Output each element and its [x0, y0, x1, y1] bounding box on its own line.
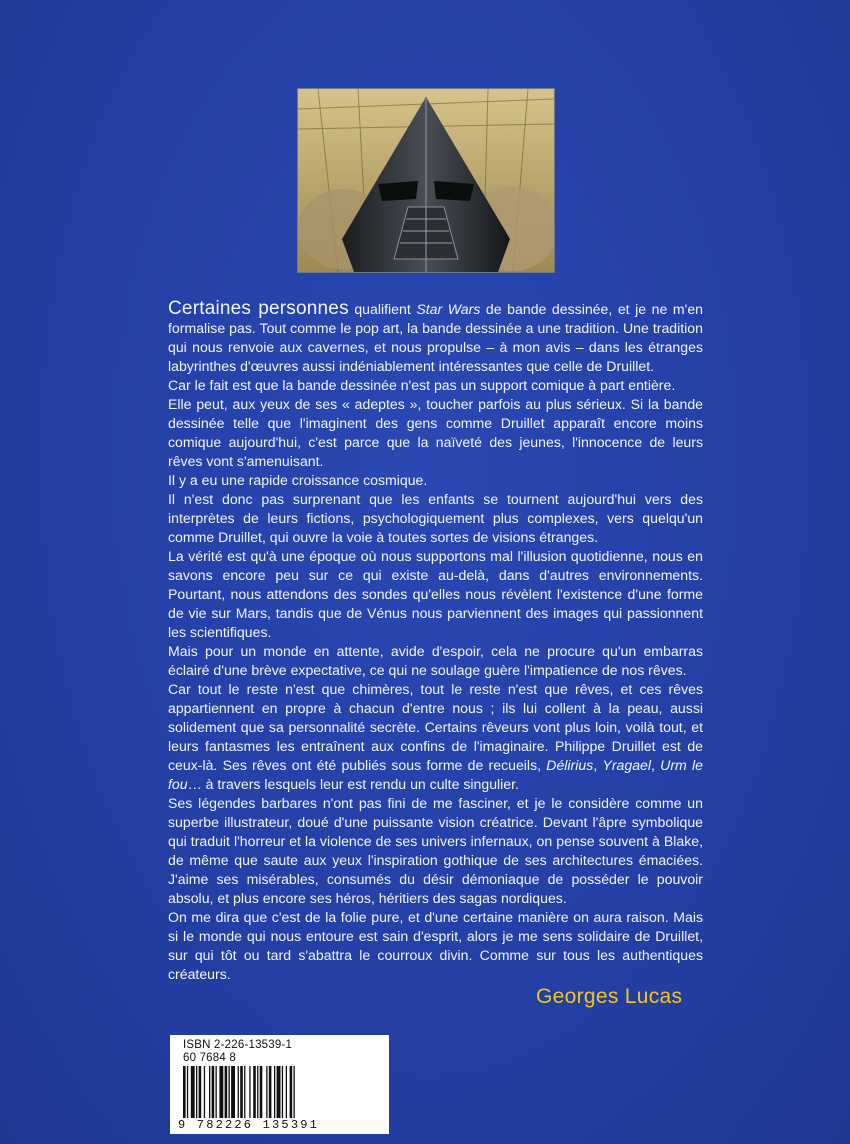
paragraph: La vérité est qu'à une époque où nous supportons mal l'illusion quotidienne, nous en savons encore peu sur ce qui existe au-delà, dans d'autres environnements. Pourtant, nous attendons des sondes qu'elles nous révèlent l'existence d'une forme de vie sur Mars, tandis que de Vénus nous parviennent des images qui passionnent les scientifiques.: [168, 548, 703, 640]
paragraph: Il y a eu une rapide croissance cosmique.: [168, 472, 428, 488]
paragraph: Mais pour un monde en attente, avide d'espoir, cela ne procure qu'un embarras éclairé d'une brève expectative, ce qui ne soulage guère l'impatience de nos rêves.: [168, 643, 703, 678]
product-code: 60 7684 8: [183, 1052, 236, 1064]
ean-digits: 9 782226 135391: [178, 1118, 320, 1132]
isbn-number: ISBN 2-226-13539-1: [183, 1039, 293, 1051]
paragraph: Elle peut, aux yeux de ses « adeptes », toucher parfois au plus sérieux. Si la bande dessinée telle que l'imaginent des gens comme Druillet apparaît encore moins comique aujourd'hui, c'est parce que la naïveté des jeunes, l'innocence de leurs rêves vont s'amenuisant.: [168, 396, 703, 469]
paragraph: Car tout le reste n'est que chimères, tout le reste n'est que rêves, et ces rêves appartiennent en propre à chacun d'entre nous ; ils lui collent à la peau, aussi solidement que sa personnalité secrète. Certains rêveurs vont plus loin, voilà tout, et leurs fantasmes les entraînent aux confins de l'imaginaire. Philippe Druillet est de ceux-là. Ses rêves ont été publiés sous forme de recueils, Délirius, Yragael, Urm le fou… à travers lesquels leur est rendu un culte singulier.: [168, 681, 703, 792]
barcode-bars: [183, 1066, 379, 1118]
title-urm-le-fou: Urm le fou: [168, 757, 703, 792]
paragraph: On me dira que c'est de la folie pure, et d'une certaine manière on aura raison. Mais si le monde qui nous entoure est sain d'esprit, alors je me sens solidaire de Druillet, sur qui tôt ou tard s'abattra le courroux divin. Comme sur tous les authentiques créateurs.: [168, 909, 703, 982]
preface-text: [168, 299, 703, 984]
paragraph: Certaines personnes qualifient Star Wars de bande dessinée, et je ne m'en formalise pas. Tout comme le pop art, la bande dessinée a une tradition. Une tradition qui nous renvoie aux cavernes, et nous propulse – à mon avis – dans les étranges labyrinthes d'œuvres aussi indéniablement intéressantes que celle de Druillet.: [168, 298, 704, 374]
paragraph: Il n'est donc pas surprenant que les enfants se tournent aujourd'hui vers des interprètes de leurs fictions, psychologiquement plus complexes, vers quelqu'un comme Druillet, qui ouvre la voie à toutes sortes de visions étranges.: [168, 491, 703, 545]
paragraph: Car le fait est que la bande dessinée n'est pas un support comique à part entière.: [168, 377, 676, 393]
paragraph: Ses légendes barbares n'ont pas fini de me fasciner, et je le considère comme un superbe illustrateur, doué d'une puissante vision créatrice. Devant l'âpre symbolique qui traduit l'horreur et la violence de ses univers infernaux, on pense souvent à Blake, de même que saute aux yeux l'inspiration gothique de ses architectures émaciées. J'aime ses misérables, consumés du désir démoniaque de posséder le pouvoir absolu, et plus encore ses héros, héritiers des sagas nordiques.: [168, 795, 703, 906]
barcode-label: [170, 1035, 389, 1134]
lead-words: Certaines personnes: [168, 298, 349, 319]
title-delirius: Délirius: [546, 757, 594, 773]
cover-illustration: [297, 88, 555, 273]
title-yragael: Yragael: [602, 757, 651, 773]
title-star-wars: Star Wars: [416, 301, 481, 317]
author-signature: Georges Lucas: [536, 985, 683, 1008]
